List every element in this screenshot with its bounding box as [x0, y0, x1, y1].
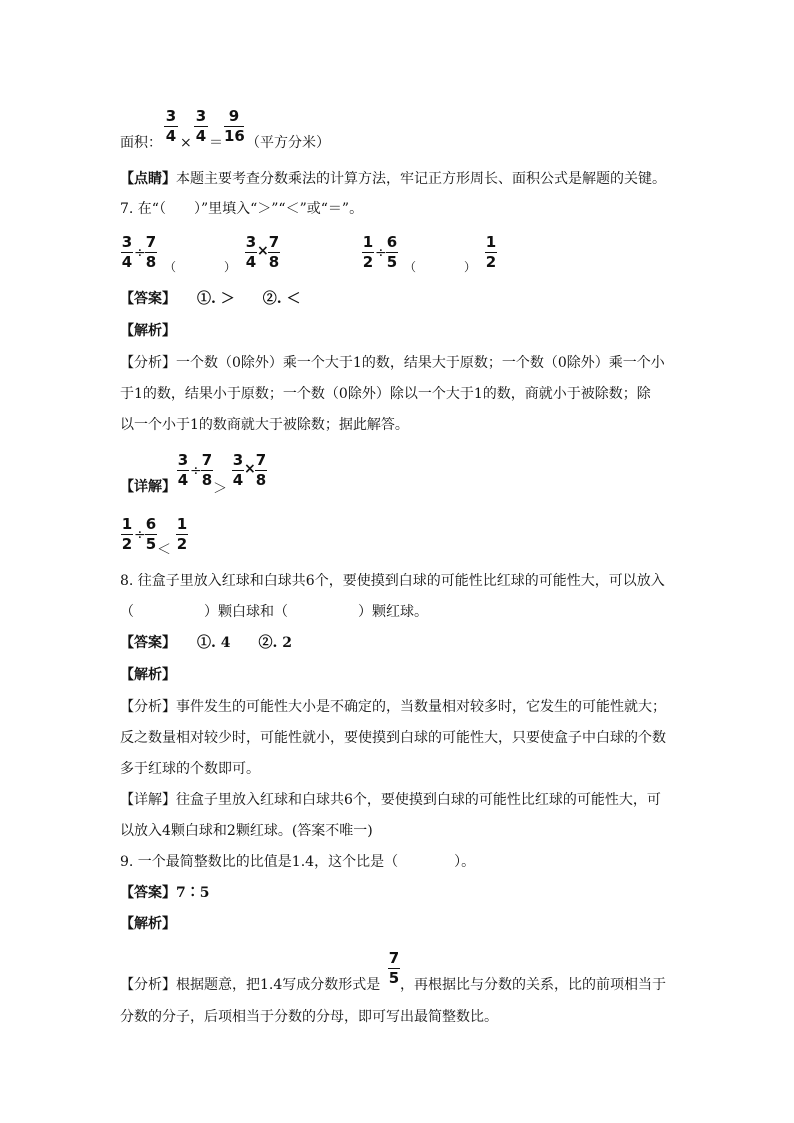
q7-left-b: 7 8 — [145, 233, 157, 271]
q8-xiangjie-1: 【详解】往盒子里放入红球和白球共6个，要使摸到白球的可能性比红球的可能性大，可 — [120, 792, 661, 808]
q7-detail2-cmp: ＜ — [157, 542, 171, 558]
q7-title: 7. 在“（ ）”里填入“＞”“＜”或“＝”。 — [120, 201, 364, 217]
equals-sign: ＝ — [209, 135, 223, 151]
area-fraction-1: 3 4 — [165, 107, 177, 145]
q7-answer: 【答案】 ①. ＞ ②. ＜ — [120, 291, 301, 307]
q7-fenxi-3: 以一个小于1的数商就大于被除数；据此解答。 — [120, 417, 409, 433]
q7-right-a: 3 4 — [245, 233, 257, 271]
q7-detail1-a: 3 4 — [177, 451, 189, 489]
dianjing-line — [120, 170, 666, 188]
q9-title: 9. 一个最简整数比的比值是1.4，这个比是（ ）。 — [120, 854, 476, 870]
q7-right2: 1 2 — [485, 233, 497, 271]
q8-fenxi-1: 【分析】事件发生的可能性大小是不确定的，当数量相对较多时，它发生的可能性就大； — [120, 699, 666, 715]
times-sign: × — [180, 135, 192, 151]
q7-op-c: ÷ — [375, 245, 387, 261]
q9-fraction: 7 5 — [388, 949, 400, 987]
q7-op-b: × — [257, 243, 269, 259]
q7-blank-1[interactable]: （ ） — [164, 260, 237, 274]
q7-detail1-op: ÷ — [190, 463, 202, 479]
q7-detail2-a: 1 2 — [121, 515, 133, 553]
q9-fenxi-1b: ，再根据比与分数的关系，比的前项相当于 — [400, 977, 666, 993]
q7-detail2-c: 1 2 — [176, 515, 188, 553]
q7-fenxi-2: 于1的数，结果小于原数；一个数（0除外）除以一个大于1的数，商就小于被除数；除 — [120, 386, 651, 402]
q7-blank-2[interactable]: （ ） — [404, 260, 477, 274]
q7-detail1-cmp: ＞ — [213, 481, 227, 497]
q7-left2-a: 1 2 — [362, 233, 374, 271]
q8-line-2: （ ）颗白球和（ ）颗红球。 — [120, 604, 428, 620]
q7-detail2-op: ÷ — [134, 527, 146, 543]
q8-fenxi-3: 多于红球的个数即可。 — [120, 761, 260, 777]
q8-xiangjie-2: 以放入4颗白球和2颗红球。(答案不唯一) — [120, 823, 373, 839]
q8-answer: 【答案】 ①. 4 ②. 2 — [120, 635, 292, 651]
q7-jiexi: 【解析】 — [120, 323, 176, 339]
dianjing-tag: 【点睛】 — [120, 171, 176, 187]
q7-detail1-b: 7 8 — [201, 451, 213, 489]
q8-jiexi: 【解析】 — [120, 667, 176, 683]
q9-jiexi: 【解析】 — [120, 916, 176, 932]
area-label: 面积： — [120, 135, 162, 151]
q9-answer: 【答案】7∶5 — [120, 885, 210, 901]
q7-left-a: 3 4 — [121, 233, 133, 271]
q9-fenxi-1a: 【分析】根据题意，把1.4写成分数形式是 — [120, 977, 381, 993]
q9-fenxi-2: 分数的分子，后项相当于分数的分母，即可写出最简整数比。 — [120, 1009, 498, 1025]
q7-op-a: ÷ — [134, 245, 146, 261]
q8-fenxi-2: 反之数量相对较少时，可能性就小，要使摸到白球的可能性大，只要使盒子中白球的个数 — [120, 730, 666, 746]
q8-line-1: 8. 往盒子里放入红球和白球共6个，要使摸到白球的可能性比红球的可能性大，可以放入 — [120, 573, 665, 589]
area-fraction-3: 9 16 — [224, 107, 245, 145]
q7-detail1-c: 3 4 — [232, 451, 244, 489]
q7-detail1-d: 7 8 — [255, 451, 267, 489]
q7-detail2-b: 6 5 — [145, 515, 157, 553]
q7-left2-b: 6 5 — [386, 233, 398, 271]
q7-fenxi-1: 【分析】一个数（0除外）乘一个大于1的数，结果大于原数；一个数（0除外）乘一个小 — [120, 355, 665, 371]
area-fraction-2: 3 4 — [195, 107, 207, 145]
area-unit: （平方分米） — [246, 135, 330, 151]
q7-xiangjie-tag: 【详解】 — [120, 479, 176, 495]
q7-detail1-op2: × — [244, 461, 256, 477]
q7-right-b: 7 8 — [268, 233, 280, 271]
dianjing-text: 本题主要考查分数乘法的计算方法，牢记正方形周长、面积公式是解题的关键。 — [176, 171, 666, 187]
